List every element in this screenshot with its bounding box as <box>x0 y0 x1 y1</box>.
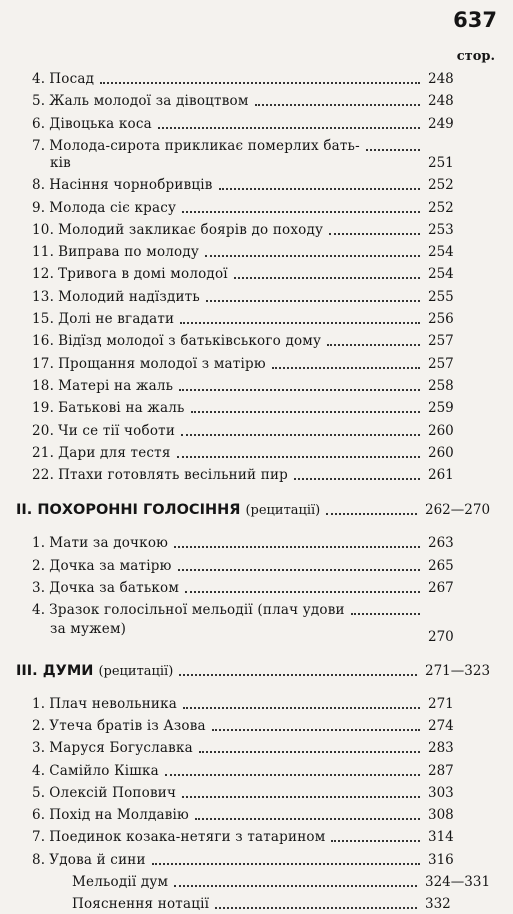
leader-dots <box>331 840 420 842</box>
toc-entry-page: 253 <box>428 221 454 238</box>
leader-dots <box>215 907 417 909</box>
toc-entry-title <box>32 220 323 240</box>
toc-entry-text: Самійло Кішка <box>49 762 159 779</box>
toc-entry-text: Зразок голосільної мельодії (плач удови <box>49 602 345 619</box>
toc-entry-title <box>32 242 199 262</box>
toc-entry-title <box>32 465 288 485</box>
toc-entry-title <box>32 533 168 553</box>
toc-entry <box>0 398 513 418</box>
leader-dots <box>206 300 420 302</box>
toc-entry-page: 274 <box>428 717 454 734</box>
toc-entry-number: 3. <box>32 740 46 757</box>
toc-entry-number: 20. <box>32 422 55 439</box>
toc-entry <box>0 331 513 351</box>
toc-entry-number: 22. <box>32 467 55 484</box>
toc-entry-number: 12. <box>32 266 55 283</box>
toc-entry-number: 4. <box>32 602 46 619</box>
toc-entry-title <box>32 827 325 847</box>
toc-entry-text: Удова й сини <box>49 851 146 868</box>
toc-entry-title <box>32 354 266 374</box>
leader-dots <box>219 188 420 190</box>
leader-dots <box>205 255 420 257</box>
toc-entry-page: 287 <box>428 762 454 779</box>
toc-entry-text: Дочка за матірю <box>49 557 172 574</box>
toc-entry-page: 263 <box>428 535 454 552</box>
toc-entry-number: 7. <box>32 137 46 154</box>
toc-entry-number: 9. <box>32 199 46 216</box>
toc-entry-text: Молодий надїздить <box>58 288 200 305</box>
toc-entry-page-row <box>0 627 513 647</box>
toc-entry <box>0 716 513 736</box>
toc-entry-number: 8. <box>32 851 46 868</box>
toc-entry-text: Жаль молодої за дівоцтвом <box>49 93 249 110</box>
toc-entry <box>0 465 513 485</box>
toc-entry-title <box>32 850 146 870</box>
toc-entry-number: 2. <box>32 557 46 574</box>
leader-dots <box>182 211 420 213</box>
toc-entry-title <box>32 694 177 714</box>
toc-entry-number: 6. <box>32 807 46 824</box>
page-column-header: стор. <box>456 49 495 64</box>
toc-entry-number: 16. <box>32 333 55 350</box>
section-numeral: II. <box>16 502 38 519</box>
toc-entry-title <box>72 894 209 914</box>
toc-entry-title <box>32 556 172 576</box>
leader-dots <box>165 774 420 776</box>
toc-entry <box>0 827 513 847</box>
leader-dots <box>152 863 420 865</box>
toc-entry-number: 6. <box>32 115 46 132</box>
toc-entry-text: Відїзд молодої з батьківського дому <box>58 333 322 350</box>
toc-entry-title <box>32 443 171 463</box>
toc-entry-number: 17. <box>32 355 55 372</box>
toc-entry-page: 252 <box>428 199 454 216</box>
toc-entry-text: Мельодії дум <box>72 874 169 890</box>
toc-entry-text: Маруся Богуславка <box>49 740 193 757</box>
toc-entry-text: Виправа по молоду <box>58 244 200 261</box>
leader-dots <box>294 478 420 480</box>
leader-dots <box>179 674 417 676</box>
toc-entry-page: 308 <box>428 807 454 824</box>
toc-entry <box>0 761 513 781</box>
toc-entry-page: 256 <box>428 311 454 327</box>
section-title: ДУМИ <box>42 662 99 679</box>
toc-entry-text: Птахи готовлять весільний пир <box>58 467 288 484</box>
toc-entry-page: 259 <box>428 400 454 417</box>
toc-entry-title <box>32 398 185 418</box>
toc-entry-title <box>32 421 175 441</box>
toc-entry-page: 303 <box>428 784 454 801</box>
toc-entry <box>0 805 513 825</box>
toc-entry-text: Молода-сирота прикликає померлих бать- <box>49 137 360 154</box>
leader-dots <box>180 322 420 324</box>
toc-entry-number: 11. <box>32 244 55 261</box>
toc-entry <box>0 872 513 892</box>
leader-dots <box>100 82 420 84</box>
toc-entry-page: 260 <box>428 444 454 461</box>
toc-entry-number: 4. <box>32 762 46 779</box>
toc-entry-title <box>32 738 193 758</box>
toc-entry-number: 5. <box>32 784 46 801</box>
toc-entry-title <box>32 761 159 781</box>
leader-dots <box>177 456 420 458</box>
toc-entry-page: 265 <box>428 557 454 574</box>
toc-entry-page: 257 <box>428 355 454 372</box>
toc-entry-text: Плач невольника <box>49 695 178 712</box>
toc-entry-page: 332 <box>425 896 451 913</box>
toc-entry <box>0 287 513 307</box>
toc-entry-text: Поединок козака-нетяги з татарином <box>49 829 326 846</box>
toc-entry-page: 255 <box>428 288 454 305</box>
toc-entry-title <box>32 376 173 396</box>
toc-entry-title <box>32 175 213 195</box>
toc-entry-number: 1. <box>32 695 46 712</box>
toc-entry-page: 249 <box>428 115 454 132</box>
toc-entry-title <box>32 287 200 307</box>
toc-entry <box>0 175 513 195</box>
toc-entry-text: Дочка за батьком <box>49 580 180 596</box>
toc-entry-text: Батькові на жаль <box>58 400 185 417</box>
section-heading <box>16 499 320 521</box>
toc-entry <box>0 376 513 396</box>
toc-entry <box>0 850 513 870</box>
leader-dots <box>234 277 420 279</box>
toc-entry-number: 3. <box>32 580 46 596</box>
toc-entry-page: 248 <box>428 71 454 87</box>
toc-entry-page-row <box>0 153 513 173</box>
toc-entry-text: Прощання молодої з матірю <box>58 355 266 372</box>
leader-dots <box>174 546 420 548</box>
toc-entry-page: 283 <box>428 740 454 757</box>
toc-entry-number: 5. <box>32 93 46 110</box>
leader-dots <box>179 389 420 391</box>
toc-entry-title <box>32 331 321 351</box>
toc-entry <box>0 114 513 134</box>
toc-entry-number: 19. <box>32 400 55 417</box>
leader-dots <box>351 613 420 615</box>
toc-entry-title <box>32 578 179 598</box>
toc-entry-number: 7. <box>32 829 46 846</box>
toc-entry-title <box>32 91 249 111</box>
toc-entry-page: 254 <box>428 244 454 261</box>
toc-entry-text: Тривога в домі молодої <box>58 266 228 283</box>
toc-entry-title <box>32 198 176 218</box>
toc-entry-number: 8. <box>32 177 46 194</box>
toc-entry-title <box>32 114 152 134</box>
toc-entry-page: 248 <box>428 93 454 110</box>
section-subtitle: (рецитації) <box>98 663 174 679</box>
toc-entry-number: 21. <box>32 444 55 461</box>
toc-entry-text: Мати за дочкою <box>49 535 169 552</box>
toc-entry <box>0 242 513 262</box>
toc-entry-page: 271 <box>428 695 454 712</box>
toc-entry-page: 261 <box>428 467 454 484</box>
section-page-range: 271—323 <box>425 662 491 679</box>
toc-entry-text: Дівоцька коса <box>49 115 152 132</box>
toc-entry <box>0 421 513 441</box>
leader-dots <box>366 149 420 151</box>
toc-entry <box>0 69 513 89</box>
leader-dots <box>272 367 420 369</box>
toc-entry <box>0 264 513 284</box>
toc-entry-page: 252 <box>428 177 454 194</box>
toc-entry-text: Насіння чорнобривців <box>49 177 213 194</box>
leader-dots <box>255 104 420 106</box>
leader-dots <box>185 591 420 593</box>
toc-entry <box>0 894 513 914</box>
toc-entry-text: Дари для тестя <box>58 444 171 461</box>
toc-entry <box>0 443 513 463</box>
toc-entry-text: Похід на Молдавію <box>49 807 190 824</box>
toc-entry-text: ків <box>50 154 71 171</box>
toc-entry-page: 258 <box>428 377 454 394</box>
leader-dots <box>212 729 420 731</box>
toc-entry-page: 314 <box>428 829 454 846</box>
toc-entry-page: 257 <box>428 333 454 350</box>
leader-dots <box>195 818 420 820</box>
toc-entry-title <box>32 805 189 825</box>
leader-dots <box>183 707 420 709</box>
toc-entry-title <box>32 264 228 284</box>
toc-entry-page: 254 <box>428 266 454 283</box>
leader-dots <box>158 127 420 129</box>
toc-entry-page: 270 <box>428 629 454 646</box>
toc-entry <box>0 533 513 553</box>
toc-entry-text: за мужем) <box>50 621 127 638</box>
toc-entry-text: Утеча братів із Азова <box>49 717 206 734</box>
toc-entry-title <box>32 309 174 329</box>
toc-entry-number: 15. <box>32 311 55 327</box>
toc-entry-page: 267 <box>428 580 454 596</box>
toc-entry-page: 316 <box>428 851 454 868</box>
toc-entry-number: 10. <box>32 221 55 238</box>
section-page-range: 262—270 <box>425 502 491 519</box>
toc-entry-page: 324—331 <box>425 874 491 890</box>
toc-entry-number: 2. <box>32 717 46 734</box>
toc-entry <box>0 600 513 620</box>
leader-dots <box>199 751 420 753</box>
toc-entry-number: 13. <box>32 288 55 305</box>
leader-dots <box>174 885 417 887</box>
leader-dots <box>329 233 420 235</box>
section-subtitle: (рецитації) <box>245 503 321 519</box>
toc-entry <box>0 354 513 374</box>
toc-entry <box>0 309 513 329</box>
toc-entry-text: Посад <box>49 71 95 87</box>
leader-dots <box>178 569 420 571</box>
toc-entry-number: 1. <box>32 535 46 552</box>
toc-entry-text: Молодий закликає боярів до походу <box>58 221 324 238</box>
section-title: ПОХОРОННІ ГОЛОСІННЯ <box>37 502 246 519</box>
toc-entry <box>0 738 513 758</box>
leader-dots <box>182 796 420 798</box>
toc-entry <box>0 198 513 218</box>
toc-entry <box>0 556 513 576</box>
toc-entry <box>0 694 513 714</box>
toc-entry-text: Молода сіє красу <box>49 199 177 216</box>
toc-entry <box>0 220 513 240</box>
section-heading <box>16 660 173 682</box>
leader-dots <box>191 411 420 413</box>
toc-entry-page: 251 <box>428 154 454 171</box>
toc-entry-title <box>72 872 168 892</box>
toc-entry-page: 260 <box>428 422 454 439</box>
leader-dots <box>181 434 420 436</box>
toc-entry-text: Пояснення нотації <box>72 896 210 913</box>
section-numeral: III. <box>16 662 43 679</box>
toc-entry <box>0 91 513 111</box>
page-number: 637 <box>453 8 497 32</box>
leader-dots <box>327 344 420 346</box>
toc-entry-text: Матері на жаль <box>58 377 174 394</box>
toc-entry <box>0 578 513 598</box>
toc-entry-text: Чи се тії чоботи <box>58 422 176 439</box>
leader-dots <box>326 513 417 515</box>
toc-entry-title <box>32 69 94 89</box>
toc-entry-title <box>32 600 345 620</box>
toc-entry-number: 4. <box>32 71 46 87</box>
toc-entry-number: 18. <box>32 377 55 394</box>
toc-entry-title <box>32 716 206 736</box>
toc-entry-text: Олексій Попович <box>49 784 177 801</box>
toc-entry-text: Долі не вгадати <box>58 311 175 327</box>
